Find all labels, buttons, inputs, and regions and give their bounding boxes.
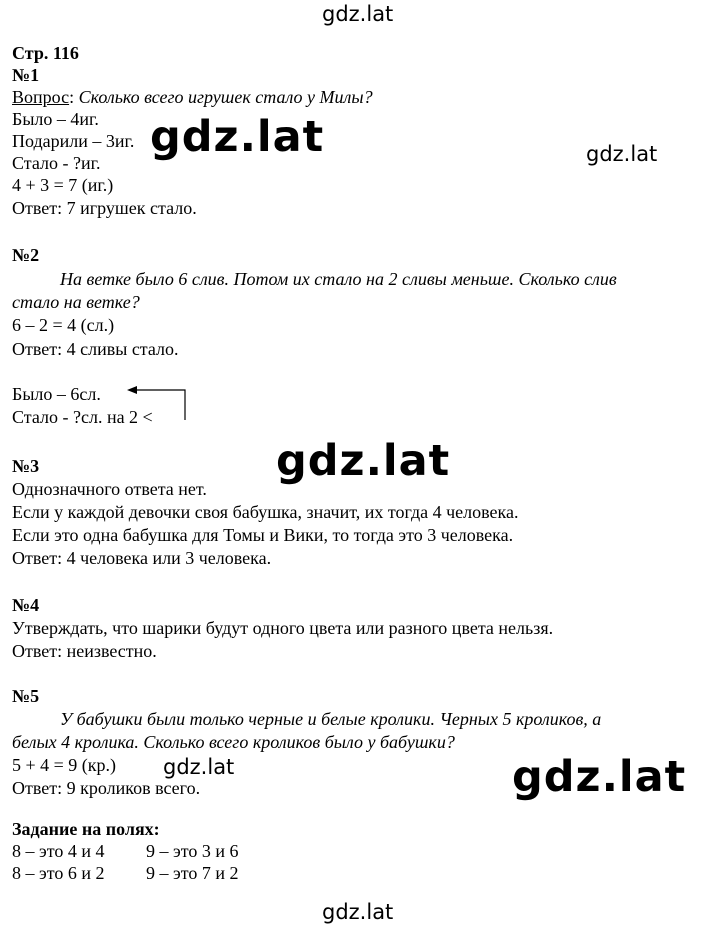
task1-line: Подарили – 3иг. xyxy=(12,131,135,151)
watermark-large-1: gdz.lat xyxy=(150,112,325,162)
task1-question xyxy=(12,86,373,108)
task5-problem-line: белых 4 кролика. Сколько всего кроликов было у бабушки? xyxy=(12,732,455,752)
margin-task-cell: 8 – это 6 и 2 xyxy=(12,863,105,883)
task2-problem-line: На ветке было 6 слив. Потом их стало на 2 сливы меньше. Сколько слив xyxy=(60,269,617,289)
task1-line: Было – 4иг. xyxy=(12,109,99,129)
watermark-large-2: gdz.lat xyxy=(276,436,451,486)
task2-scheme-line: Стало - ?сл. на 2 < xyxy=(12,407,153,427)
task4-title: №4 xyxy=(12,595,40,615)
scheme-arrow-icon xyxy=(125,382,195,426)
task3-line: Однозначного ответа нет. xyxy=(12,479,207,499)
task1-equation: 4 + 3 = 7 (иг.) xyxy=(12,175,114,195)
task2-problem-line: стало на ветке? xyxy=(12,292,140,312)
task5-problem-line: У бабушки были только черные и белые кролики. Черных 5 кроликов, а xyxy=(60,709,602,729)
task3-line: Если у каждой девочки своя бабушка, значит, их тогда 4 человека. xyxy=(12,502,519,522)
task3-answer: Ответ: 4 человека или 3 человека. xyxy=(12,548,272,568)
task5-equation: 5 + 4 = 9 (кр.) xyxy=(12,755,117,775)
task5-answer: Ответ: 9 кроликов всего. xyxy=(12,778,201,798)
margin-task-title: Задание на полях: xyxy=(12,819,160,839)
task2-answer: Ответ: 4 сливы стало. xyxy=(12,339,179,359)
task2-scheme-line: Было – 6сл. xyxy=(12,384,101,404)
page-number: Стр. 116 xyxy=(12,43,79,63)
task2-title: №2 xyxy=(12,245,40,265)
task1-title: №1 xyxy=(12,65,40,85)
watermark-mid-small: gdz.lat xyxy=(163,755,235,779)
watermark-right-small: gdz.lat xyxy=(586,142,658,166)
margin-task-cell: 9 – это 7 и 2 xyxy=(146,863,239,883)
margin-task-cell: 8 – это 4 и 4 xyxy=(12,841,105,861)
question-label: Вопрос xyxy=(12,87,70,107)
watermark-bottom: gdz.lat xyxy=(322,900,394,924)
task3-title: №3 xyxy=(12,456,40,476)
question-text: Сколько всего игрушек стало у Милы? xyxy=(78,87,373,107)
question-separator: : xyxy=(69,87,75,107)
margin-task-cell: 9 – это 3 и 6 xyxy=(146,841,239,861)
task4-answer: Ответ: неизвестно. xyxy=(12,641,157,661)
task4-line: Утверждать, что шарики будут одного цвета или разного цвета нельзя. xyxy=(12,618,554,638)
task2-equation: 6 – 2 = 4 (сл.) xyxy=(12,315,115,335)
task5-title: №5 xyxy=(12,686,40,706)
watermark-top: gdz.lat xyxy=(322,2,394,26)
watermark-large-3: gdz.lat xyxy=(512,752,687,802)
task1-line: Стало - ?иг. xyxy=(12,153,101,173)
task3-line: Если это одна бабушка для Томы и Вики, то тогда это 3 человека. xyxy=(12,525,514,545)
task1-answer: Ответ: 7 игрушек стало. xyxy=(12,198,197,218)
